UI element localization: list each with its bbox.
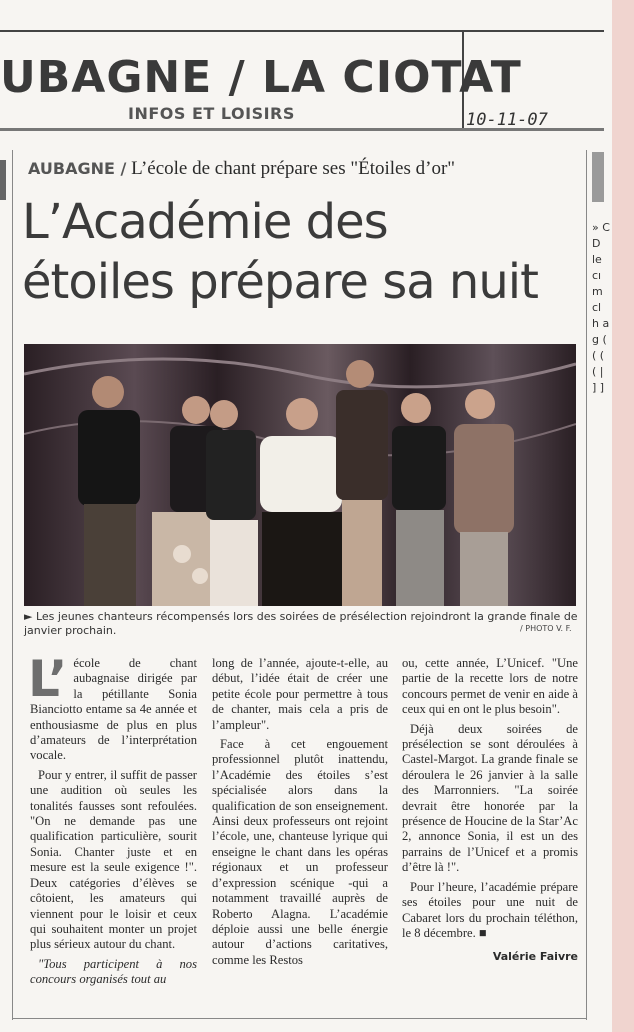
article-column-3 [402,656,578,965]
group-photo [24,344,576,606]
paragraph: Pour l’heure, l’académie prépare ses étoiles pour une nuit de Cabaret lors du prochain téléthon, le 8 décembre. ■ [402,879,578,940]
scan-edge [612,0,634,1032]
person-3 [206,400,258,606]
handwritten-date: 10-11-07 [466,110,548,130]
paragraph: Pour y entrer, il suffit de passer une audition où seules les tonalités fausses sont refoulées. "On ne demande pas une qualification particulière, sourit Sonia. Chanter juste et en mesure est la seule exigence !". Deux catégories d’élèves se côtoient, les amateurs qui viennent pour le loisir et ceux qui souhaitent monter un projet plus sérieux autour du chant. [30,767,197,952]
kicker-place: AUBAGNE / [28,159,127,178]
paragraph: Déjà deux soirées de présélection se sont déroulées à Castel-Margot. La grande finale se déroulera le 26 janvier à la salle des Marronniers. "La soirée devrait être honorée par la présence de Houcine de la Star’Ac 2, annonce Sonia, il est un des parrains de l’Unicef et a promis d’être là !". [402,721,578,875]
photo-credit: / PHOTO V. F. [520,624,572,633]
paragraph: Face à cet engouement professionnel plutôt inattendu, l’Académie des étoiles s’est spécialisée alors dans la qualification de son enseignement. Ainsi deux professeurs ont rejoint l’école, une, chanteuse lyrique qui enseigne le chant dans les opéras régionaux et un professeur d’expression scénique -qui a notamment travaillé auprès de Roberto Alagna. L’académie déploie aussi une belle énergie autour d’actions caritatives, comme les Restos [212,737,388,967]
paragraph: école de chant aubagnaise dirigée par la pétillante Sonia Bianciotto entame sa 4e année et enthousiasme de plus en plus d’amateurs de l’interprétation vocale. [30,656,197,763]
kicker-text: L’école de chant prépare ses "Étoiles d’or" [131,158,456,179]
adjacent-article-fragment: » C D le cı m cl h a g ( ( ( ( | ] ] [592,221,610,394]
photo-illustration [24,344,576,606]
kicker [28,158,455,180]
headline-line-2: étoiles prépare sa nuit [22,254,538,310]
photo-caption: ► Les jeunes chanteurs récompensés lors des soirées de présélection rejoindront la grande finale de janvier prochain. [24,610,578,637]
person-5 [336,360,388,606]
section-label: INFOS ET LOISIRS [128,104,295,123]
paragraph: "Tous participent à nos concours organisés tout au [30,956,197,987]
masthead-title: UBAGNE / LA CIOTAT [0,52,522,103]
article-column-1 [28,650,197,992]
paragraph: ou, cette année, L’Unicef. "Une partie de la recette lors de notre concours permet de venir en aide à ceux qui en ont le plus besoin". [402,656,578,717]
drop-cap: L’ [28,650,68,708]
author-signature: Valérie Faivre [492,950,578,964]
headline [22,192,602,312]
headline-line-1: L’Académie des [22,194,388,250]
bottom-rule [12,1018,587,1019]
article-left-rule [12,150,13,1020]
top-rule [0,30,604,32]
kicker-marker [0,160,6,200]
article-column-2 [212,656,388,972]
person-1 [78,376,140,606]
paragraph: long de l’année, ajoute-t-elle, au début, l’idée était de créer une petite école pour permettre à tous de chanter, mais cela a pris de l’ampleur". [212,656,388,732]
